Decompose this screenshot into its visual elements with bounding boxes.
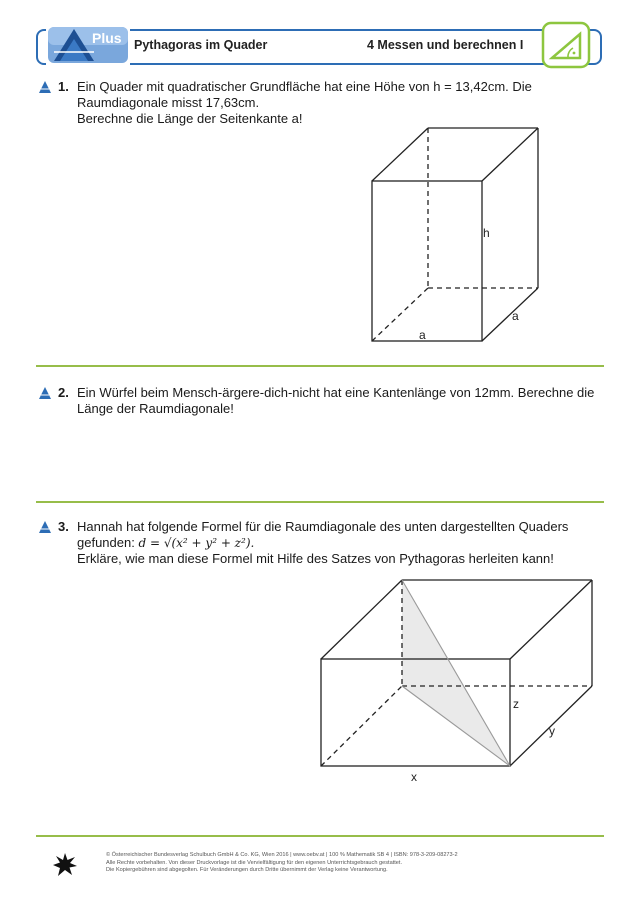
label-a-front: a (419, 328, 426, 342)
footer-line: © Österreichischer Bundesverlag Schulbuch GmbH & Co. KG, Wien 2016 | www.oebv.at | 100 % Mathematik SB 4 | ISBN: 978-3-209-08273-2 (106, 852, 458, 858)
task-1-number: 1. (58, 79, 69, 94)
label-y: y (549, 724, 555, 738)
task-3-line: Hannah hat folgende Formel für die Raumdiagonale des unten dargestellten Quaders (77, 519, 569, 534)
badge-label: Plus (92, 30, 122, 46)
task-3-number: 3. (58, 519, 69, 534)
footer-copyright (106, 852, 576, 875)
label-a-side: a (512, 309, 519, 323)
page-title: Pythagoras im Quader (134, 38, 268, 52)
diagonal-formula: d = √(x² + y² + z²). (138, 536, 255, 550)
task-1-line: Ein Quader mit quadratischer Grundfläche hat eine Höhe von h = 13,42cm. Die (77, 79, 532, 94)
label-x: x (411, 770, 417, 784)
task-3-line-prefix: gefunden: (77, 535, 139, 550)
divider (36, 835, 604, 837)
footer-line: Alle Rechte vorbehalten. Von dieser Druckvorlage ist die Vervielfältigung für den eigenen Unterrichtsgebrauch gestattet. (106, 859, 403, 866)
footer-line: Die Kopiergebühren sind abgegolten. Für Veränderungen durch Dritte übernimmt der Verlag keine Verantwortung. (106, 867, 388, 873)
task-2-line: Länge der Raumdiagonale! (77, 401, 234, 416)
publisher-logo-icon (52, 852, 78, 878)
task-2-line: Ein Würfel beim Mensch-ärgere-dich-nicht hat eine Kantenlänge von 12mm. Berechne die (77, 385, 595, 400)
label-h: h (483, 226, 490, 240)
chapter-title: 4 Messen und berechnen I (367, 38, 524, 52)
label-z: z (513, 697, 519, 711)
task-1-line: Berechne die Länge der Seitenkante a! (77, 111, 303, 126)
task-2-number: 2. (58, 385, 69, 400)
task-1-line: Raumdiagonale misst 17,63cm. (77, 95, 260, 110)
task-3-line: Erkläre, wie man diese Formel mit Hilfe des Satzes von Pythagoras herleiten kann! (77, 551, 554, 566)
